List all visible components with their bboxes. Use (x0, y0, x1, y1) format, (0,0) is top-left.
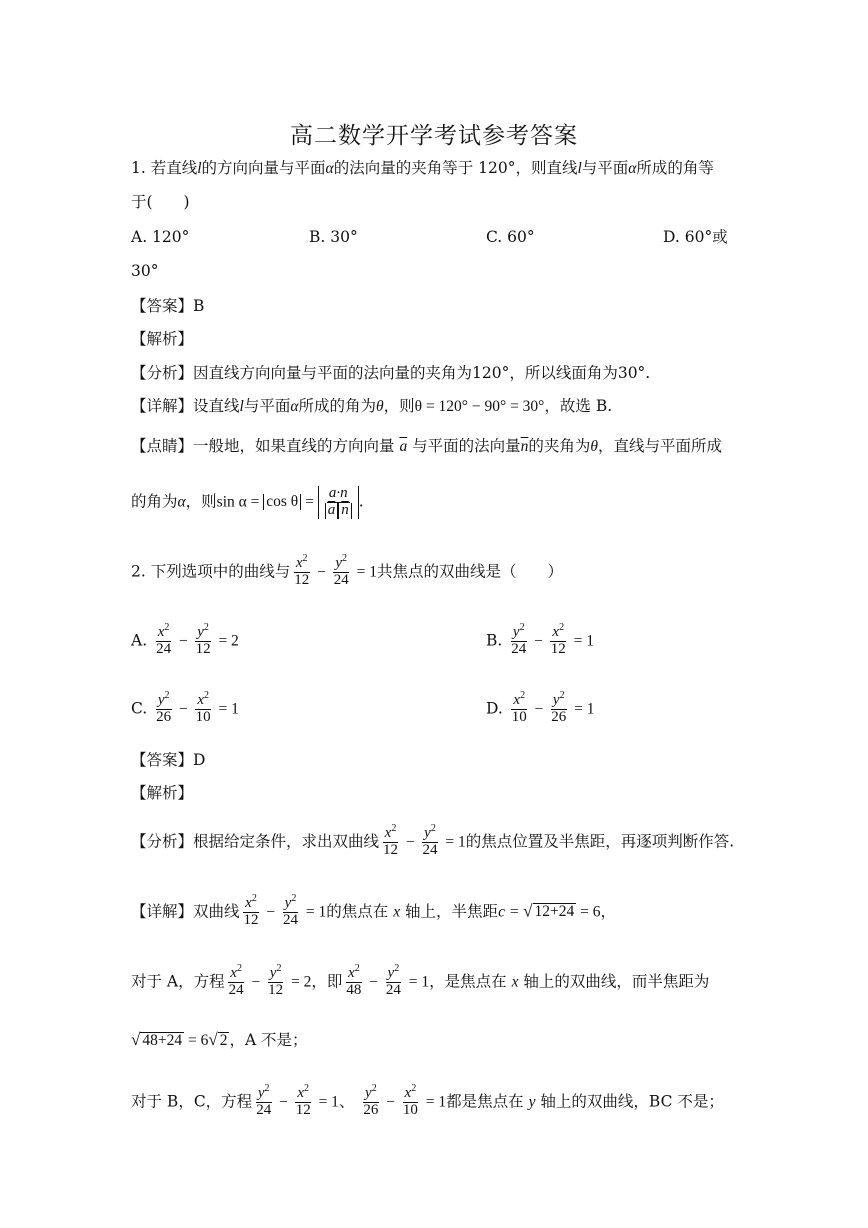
q2-option-a: A. $\frac{x^2}{24}$ − $\frac{y^2}{12}$ = 2 (131, 622, 239, 657)
q1-fenxi: 【分析】因直线方向向量与平面的法向量的夹角为120°，所以线面角为30°. (131, 364, 651, 382)
q2-xiangjie: 【详解】双曲线 $\frac{x^2}{12}$ − $\frac{y^2}{24}$ = 1的焦点在 x 轴上，半焦距c = √ 12+24 = 6， (131, 893, 617, 928)
q2-option-b: B. $\frac{y^2}{24}$ − $\frac{x^2}{12}$ = 1 (486, 622, 595, 657)
q2-duiyu-bc: 对于 B，C，方程 $\frac{y^2}{24}$ − $\frac{x^2}{12}$ = 1、 $\frac{y^2}{26}$ − $\frac{x^2}{10}$ = 1都是焦点在 y 轴上的双曲线，BC 不是； (131, 1083, 724, 1118)
q2-jiexi-heading: 【解析】 (131, 784, 194, 802)
q1-stem-line2: 于( ) (131, 193, 190, 211)
page-title: 高二数学开学考试参考答案 (290, 123, 578, 149)
q2-fenxi: 【分析】根据给定条件，求出双曲线 $\frac{x^2}{12}$ − $\frac{y^2}{24}$ = 1的焦点位置及半焦距，再逐项判断作答. (131, 823, 735, 858)
q2-stem: 2. 下列选项中的曲线与 $\frac{x^2}{12}$ − $\frac{y^2}{24}$ = 1共焦点的双曲线是（ ） (131, 553, 563, 588)
q1-jiexi-heading: 【解析】 (131, 330, 194, 348)
q1-option-b: B. 30° (309, 228, 358, 246)
q1-option-c: C. 60° (486, 228, 535, 246)
q2-duiyu-a-line2: √ 48+24 = 6√ 2 ，A 不是； (131, 1030, 308, 1049)
q1-xiangjie: 【详解】设直线l与平面α所成的角为θ，则θ = 120° − 90° = 30°，故选 B. (131, 397, 613, 415)
q1-answer: 【答案】B (131, 297, 205, 315)
q1-dianjing-line2: 的角为α，则sin α = cos θ = $\frac{a\cdot n}{\overline{a} \overline{n}}$ . (131, 485, 364, 518)
q1-option-d: D. 60°或 (663, 228, 728, 246)
q2-option-d: D. $\frac{x^2}{10}$ − $\frac{y^2}{26}$ = 1 (486, 690, 595, 725)
q2-option-c: C. $\frac{y^2}{26}$ − $\frac{x^2}{10}$ = 1 (131, 690, 239, 725)
q2-duiyu-a: 对于 A，方程 $\frac{x^2}{24}$ − $\frac{y^2}{12}$ = 2，即 $\frac{x^2}{48}$ − $\frac{y^2}{24}$ = 1，是焦点在 x 轴上的双曲线，而半焦距为 (131, 963, 710, 998)
q1-stem: 1. 若直线l的方向向量与平面α的法向量的夹角等于 120°，则直线l与平面α所成的角等 (131, 159, 714, 177)
q2-answer: 【答案】D (131, 751, 206, 769)
q1-option-a: A. 120° (131, 228, 190, 246)
q1-dianjing: 【点睛】一般地，如果直线的方向向量 $\overline{a}$ 与平面的法向量$\overline{n}$的夹角为θ，直线与平面所成 (131, 437, 723, 455)
q1-option-d-cont: 30° (131, 262, 159, 280)
